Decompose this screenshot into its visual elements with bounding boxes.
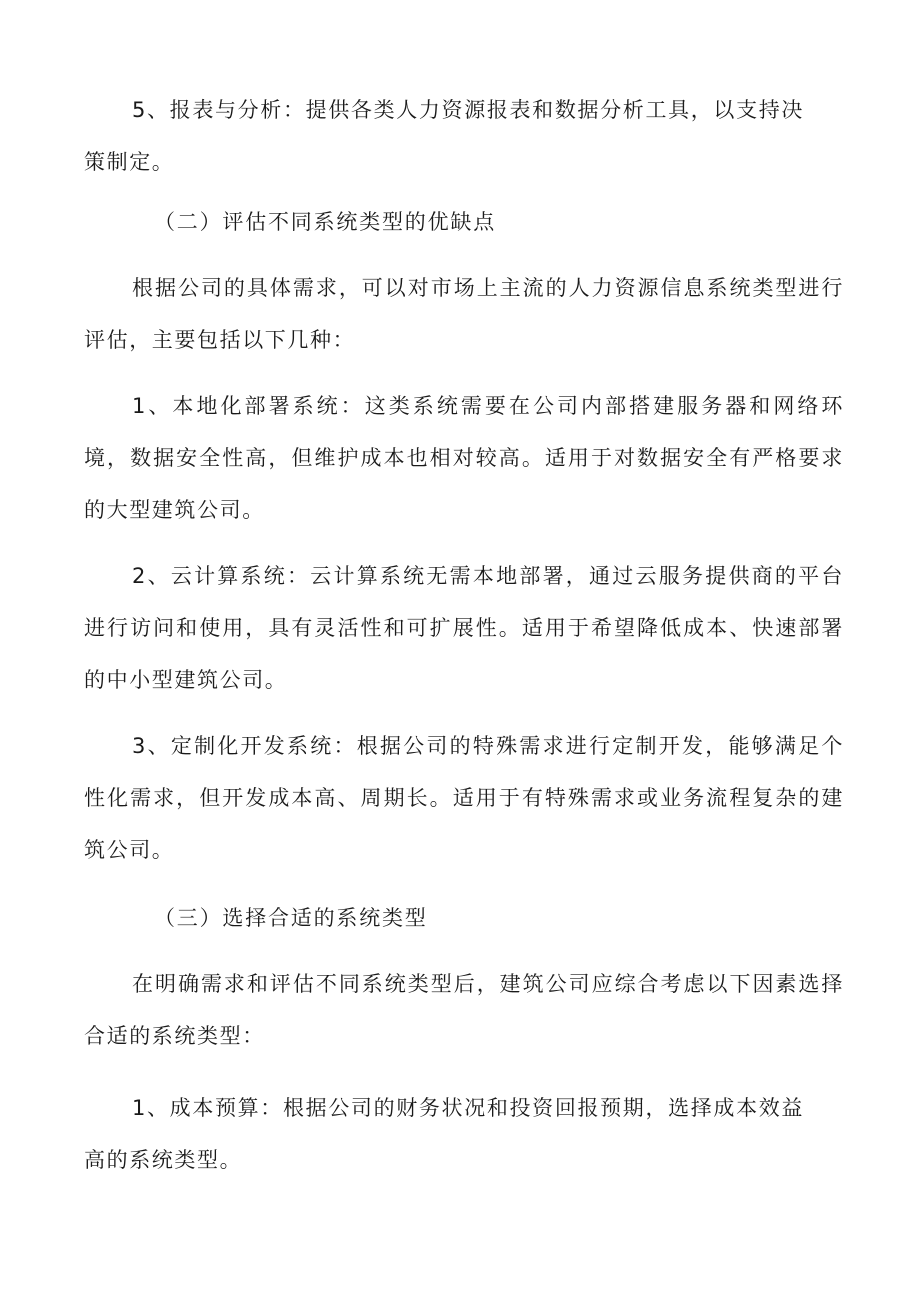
paragraph-cost-budget: 1、成本预算：根据公司的财务状况和投资回报预期，选择成本效益高的系统类型。: [84, 1096, 804, 1172]
section-heading-evaluate: （二）评估不同系统类型的优缺点: [154, 210, 496, 234]
section-heading-select: （三）选择合适的系统类型: [154, 906, 428, 930]
paragraph-custom-development: 3、定制化开发系统：根据公司的特殊需求进行定制开发，能够满足个性化需求，但开发成本高、周期长。适用于有特殊需求或业务流程复杂的建筑公司。: [84, 734, 844, 862]
paragraph-evaluation-intro: 根据公司的具体需求，可以对市场上主流的人力资源信息系统类型进行评估，主要包括以下几种：: [84, 276, 844, 352]
paragraph-local-deployment: 1、本地化部署系统：这类系统需要在公司内部搭建服务器和网络环境，数据安全性高，但维护成本也相对较高。适用于对数据安全有严格要求的大型建筑公司。: [84, 394, 844, 522]
paragraph-reports-analysis: 5、报表与分析：提供各类人力资源报表和数据分析工具，以支持决策制定。: [84, 98, 804, 174]
paragraph-selection-intro: 在明确需求和评估不同系统类型后，建筑公司应综合考虑以下因素选择合适的系统类型：: [84, 972, 844, 1048]
paragraph-cloud-system: 2、云计算系统：云计算系统无需本地部署，通过云服务提供商的平台进行访问和使用，具有灵活性和可扩展性。适用于希望降低成本、快速部署的中小型建筑公司。: [84, 564, 844, 692]
